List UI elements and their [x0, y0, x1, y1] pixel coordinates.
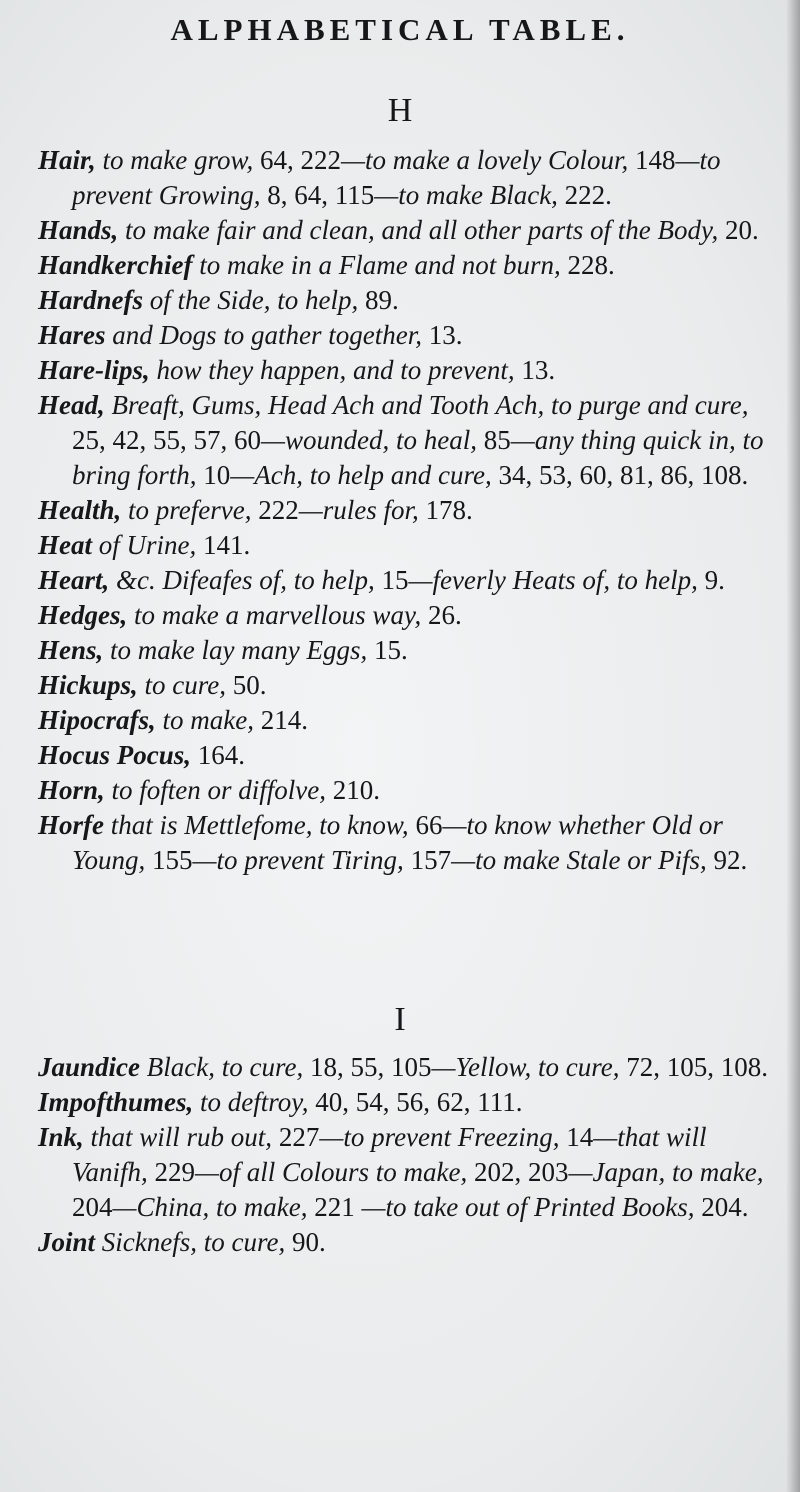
running-head: ALPHABETICAL TABLE.: [170, 12, 630, 47]
index-entry: [38, 213, 773, 248]
entry-headword: Joint: [38, 1227, 96, 1257]
index-entry: [38, 353, 773, 388]
entry-page-numbers: 18, 55, 105: [309, 1052, 432, 1082]
entry-page-numbers: 204.: [701, 1192, 749, 1222]
index-entry: [38, 388, 773, 493]
index-entry: [38, 1225, 773, 1260]
entry-headword: Hair,: [38, 145, 96, 175]
entry-text: [191, 740, 198, 770]
entry-text: —to make Black,: [374, 180, 565, 210]
entry-page-numbers: 229: [154, 1157, 196, 1187]
entry-headword: Horfe: [38, 810, 104, 840]
entry-page-numbers: 92.: [713, 845, 748, 875]
entry-page-numbers: 164.: [197, 740, 246, 770]
entry-headword: Health,: [38, 495, 122, 525]
entry-page-numbers: 228.: [567, 250, 615, 280]
entry-headword: Handkerchief: [38, 250, 193, 280]
entry-page-numbers: 9.: [704, 565, 725, 595]
entry-page-numbers: 214.: [260, 705, 308, 735]
index-entry: [38, 598, 773, 633]
entry-page-numbers: 25, 42, 55, 57, 60: [72, 425, 261, 455]
entry-text: —rules for,: [298, 495, 426, 525]
index-entry: [38, 703, 773, 738]
index-entry: [38, 668, 773, 703]
entry-text: of Urine,: [92, 530, 203, 560]
entry-headword: Hocus Pocus,: [38, 740, 192, 770]
section-letter-i: I: [394, 1001, 406, 1038]
entry-page-numbers: 141.: [203, 530, 251, 560]
entry-page-numbers: 85: [483, 425, 511, 455]
entry-text: —Yellow, to cure,: [431, 1052, 627, 1082]
index-entry: [38, 283, 773, 318]
entry-text: —that will Vanifh,: [72, 1122, 707, 1187]
entry-page-numbers: 20.: [724, 215, 759, 245]
entry-page-numbers: 148: [634, 145, 676, 175]
entry-text: —to take out of Printed Books,: [354, 1192, 702, 1222]
entry-page-numbers: 157: [410, 845, 452, 875]
entry-text: —feverly Heats of, to help,: [408, 565, 705, 595]
entry-page-numbers: 204: [72, 1192, 113, 1222]
entry-text: —any thing quick in, to bring forth,: [72, 425, 764, 490]
index-entry: [38, 563, 773, 598]
entry-page-numbers: 202, 203: [474, 1157, 569, 1187]
entry-page-numbers: 90.: [291, 1227, 326, 1257]
entry-text: &c. Difeafes of, to help,: [109, 565, 382, 595]
entry-headword: Horn,: [38, 775, 105, 805]
entry-page-numbers: 13.: [521, 355, 556, 385]
entry-page-numbers: 8, 64, 115: [267, 180, 375, 210]
entry-text: —to prevent Growing,: [72, 145, 721, 210]
entry-text: —to make a lovely Colour,: [341, 145, 635, 175]
entry-text: to make grow,: [95, 145, 261, 175]
entry-headword: Hickups,: [38, 670, 138, 700]
entry-headword: Hare-lips,: [38, 355, 150, 385]
entry-text: how they happen, and to prevent,: [149, 355, 522, 385]
entry-page-numbers: 40, 54, 56, 62, 111.: [315, 1087, 523, 1117]
entry-page-numbers: 227: [278, 1122, 320, 1152]
entry-text: to preferve,: [121, 495, 259, 525]
entry-headword: Heat: [38, 530, 92, 560]
entry-text: —Japan, to make,: [568, 1157, 764, 1187]
entry-page-numbers: 10: [203, 460, 231, 490]
section-letter-h: H: [387, 92, 413, 129]
index-entry: [38, 1120, 773, 1225]
entry-text: —of all Colours to make,: [195, 1157, 475, 1187]
page-edge-shadow: [786, 0, 800, 1492]
entry-text: of the Side, to help,: [143, 285, 365, 315]
entry-text: to make lay many Eggs,: [103, 635, 374, 665]
entry-text: to cure,: [137, 670, 233, 700]
entry-text: and Dogs to gather together,: [105, 320, 429, 350]
entry-page-numbers: 89.: [364, 285, 399, 315]
entry-headword: Heart,: [38, 565, 110, 595]
entry-text: —wounded, to heal,: [261, 425, 484, 455]
index-entry: [38, 143, 773, 213]
entry-headword: Hedges,: [38, 600, 128, 630]
entry-text: —to make Stale or Pifs,: [451, 845, 714, 875]
entry-page-numbers: 14: [566, 1122, 594, 1152]
entry-text: Breaft, Gums, Head Ach and Tooth Ach, to purge and cure,: [104, 390, 749, 420]
entry-page-numbers: 34, 53, 60, 81, 86, 108.: [498, 460, 749, 490]
entry-page-numbers: 222.: [564, 180, 612, 210]
entry-page-numbers: 64, 222: [260, 145, 342, 175]
entry-headword: Jaundice: [38, 1052, 141, 1082]
entry-page-numbers: 66: [415, 810, 443, 840]
index-entry: [38, 1085, 773, 1120]
index-entry: [38, 773, 773, 808]
index-entry: [38, 318, 773, 353]
entry-text: —China, to make,: [112, 1192, 315, 1222]
entry-page-numbers: 50.: [232, 670, 267, 700]
entry-headword: Hands,: [38, 215, 119, 245]
entry-text: to make,: [155, 705, 261, 735]
entry-text: —to know whether Old or Young,: [72, 810, 723, 875]
index-entry: [38, 1050, 773, 1085]
entry-page-numbers: 15.: [373, 635, 408, 665]
entry-page-numbers: 15: [381, 565, 409, 595]
index-entry: [38, 808, 773, 878]
entry-headword: Hares: [38, 320, 106, 350]
entry-page-numbers: 72, 105, 108.: [626, 1052, 768, 1082]
index-entry: [38, 493, 773, 528]
entry-text: —to prevent Freezing,: [319, 1122, 567, 1152]
index-entries-h: [38, 143, 773, 878]
entry-text: to make in a Flame and not burn,: [192, 250, 568, 280]
entry-headword: Hens,: [38, 635, 104, 665]
entry-headword: Hardnefs: [38, 285, 144, 315]
entry-page-numbers: 13.: [428, 320, 463, 350]
entry-text: —to prevent Tiring,: [192, 845, 411, 875]
entry-text: Black, to cure,: [140, 1052, 310, 1082]
entry-text: to foften or diffolve,: [104, 775, 333, 805]
entry-page-numbers: 221: [314, 1192, 355, 1222]
entry-headword: Ink,: [38, 1122, 84, 1152]
entry-text: that will rub out,: [83, 1122, 279, 1152]
entry-headword: Hipocrafs,: [38, 705, 156, 735]
index-entry: [38, 633, 773, 668]
entry-headword: Head,: [38, 390, 105, 420]
entry-page-numbers: 26.: [427, 600, 462, 630]
entry-page-numbers: 178.: [425, 495, 473, 525]
entry-text: that is Mettlefome, to know,: [103, 810, 416, 840]
entry-page-numbers: 210.: [332, 775, 381, 805]
entry-text: to make a marvellous way,: [127, 600, 428, 630]
entry-text: to make fair and clean, and all other parts of the Body,: [118, 215, 725, 245]
entry-text: to deftroy,: [193, 1087, 316, 1117]
entry-headword: Impofthumes,: [38, 1087, 194, 1117]
index-entry: [38, 248, 773, 283]
entry-text: Sicknefs, to cure,: [95, 1227, 292, 1257]
index-entries-i: [38, 1050, 773, 1260]
entry-page-numbers: 155: [152, 845, 193, 875]
entry-text: —Ach, to help and cure,: [230, 460, 499, 490]
entry-page-numbers: 222: [258, 495, 299, 525]
index-entry: [38, 528, 773, 563]
index-entry: [38, 738, 773, 773]
